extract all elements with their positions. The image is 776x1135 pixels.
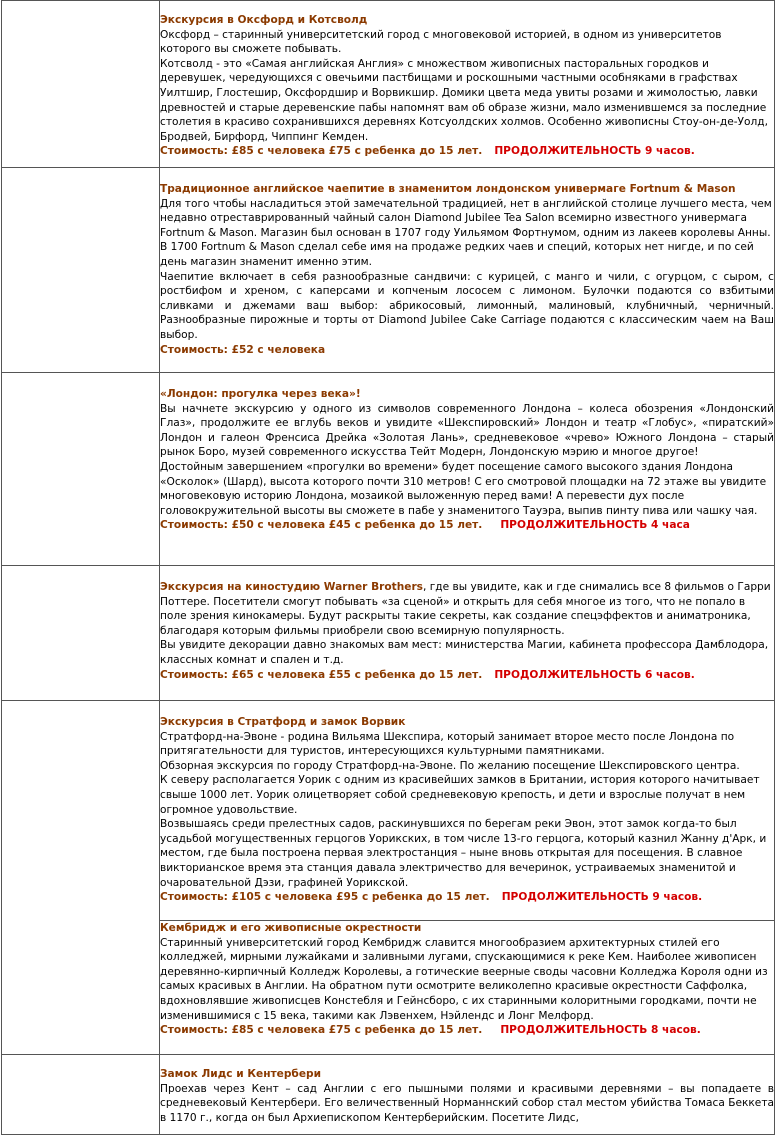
tour-warner-brothers bbox=[160, 566, 774, 682]
tour-title: «Лондон: прогулка через века»! bbox=[160, 388, 361, 400]
tour-paragraph: Старинный университетский город Кембридж славится многообразием архитектурных стилей его колледжей, мирными лужайками и заливными лугами, спускающимися к реке Кем. Наиболее живописен деревянно-кирпичный Колледж Королевы, а готические веерные своды часовни Колледжа Короля одни из самых красивых в Англии. На обратном пути осмотрите великолепно красивые окрестности Саффолка, вдохновлявшие живописцев Констебля и Гейнсборо, с их старинными колоритными городками, почти не изменившимися с 15 века, такими как Лэвенхем, Нэйлендс и Лонг Мелфорд. bbox=[160, 936, 768, 1022]
tour-paragraph: Оксфорд – старинный университетский город с многовековой историей, в одном из университетов которого вы сможете побывать. bbox=[160, 28, 722, 56]
tour-paragraph: Проехав через Кент – сад Англии с его пышными полями и красивыми деревнями – вы попадаете в средневековый Кентербери. Его величественный Норманнский собор стал местом убийства Томаса Беккета в 1170 г., когда он был Архиепископом Кентерберийским. Посетите Лидс, bbox=[160, 1082, 774, 1124]
tour-image-cell bbox=[2, 373, 160, 566]
tour-image-cell bbox=[2, 566, 160, 701]
tour-image-cell bbox=[2, 701, 160, 1055]
tour-price: Стоимость: £85 с человека £75 с ребенка до 15 лет. bbox=[160, 1024, 483, 1037]
tour-price-line bbox=[160, 144, 774, 159]
tour-paragraph: Для того чтобы насладиться этой замечательной традицией, нет в английской столице лучшего места, чем недавно отреставрированный чайный салон Diamond Jubilee Tea Salon всемирно известного универмага Fortnum & Mason. Магазин был основан в 1707 году Уильямом Фортнумом, одним из лакеев королевы Анны. В 1700 Fortnum & Mason сделал себе имя на продаже редких чаев и специй, которых нет нигде, и по сей день магазин знаменит именно этим. bbox=[160, 197, 772, 268]
tour-paragraph bbox=[160, 580, 774, 638]
tour-text-cell bbox=[160, 1055, 775, 1135]
tour-london-walk bbox=[160, 373, 774, 533]
tour-price: Стоимость: £50 с человека £45 с ребенка до 15 лет. bbox=[160, 519, 483, 532]
tour-duration: ПРОДОЛЖИТЕЛЬНОСТЬ 9 часов. bbox=[501, 891, 703, 904]
tour-duration: ПРОДОЛЖИТЕЛЬНОСТЬ 4 часа bbox=[500, 519, 690, 532]
tour-title: Экскурсия в Оксфорд и Котсволд bbox=[160, 14, 368, 26]
tour-paragraph: Стратфорд-на-Эвоне - родина Вильяма Шекспира, который занимает второе место после Лондона по притягательности для туристов, интересующихся культурными памятниками. bbox=[160, 730, 735, 758]
tour-row bbox=[2, 1055, 775, 1135]
tour-duration: ПРОДОЛЖИТЕЛЬНОСТЬ 8 часов. bbox=[500, 1024, 701, 1037]
tour-text-cell bbox=[160, 701, 775, 921]
tour-paragraph: К северу располагается Уорик с одним из красивейших замков в Британии, история которого начитывает свыше 1000 лет. Уорик олицетворяет собой средневековую крепость, и дети и взрослые получат в нем огромное удовольствие. bbox=[160, 774, 760, 816]
tour-row bbox=[2, 168, 775, 373]
tour-row bbox=[2, 701, 775, 921]
tour-title-tail: , где вы увидите, как и где снимались все 8 фильмов о Гарри Поттере. Посетители смогут побывать «за сценой» и открыть для себя многое из того, что не попало в поле зрения кинокамеры. Будут раскрыты такие секреты, как создание спецэффектов и аниматроника, благодаря которым фильмы приобрели свою всемирную популярность. bbox=[160, 581, 771, 637]
tour-paragraph: Котсволд - это «Самая английская Англия» с множеством живописных пасторальных городков и деревушек, чередующихся с овечьими пастбищами и роскошными частными особняками в графствах Уилтшир, Глостешир, Оксфордшир и Ворвикшир. Домики цвета меда увиты розами и жимолостью, лавки древностей и старые деревенские пабы напомнят вам об образе жизни, мало изменившемся за последние столетия в красиво сохранившихся деревнях Котсуолдских холмов. Особенно живописны Стоу-он-де-Уолд, Бродвей, Бирфорд, Чиппинг Кемден. bbox=[160, 57, 768, 143]
tour-price: Стоимость: £85 с человека £75 с ребенка до 15 лет. bbox=[160, 145, 483, 158]
tour-text-cell bbox=[160, 168, 775, 373]
tour-row bbox=[2, 566, 775, 701]
tours-table bbox=[1, 0, 775, 1135]
tour-title: Кембридж и его живописные окрестности bbox=[160, 922, 422, 934]
tour-title: Замок Лидс и Кентербери bbox=[160, 1068, 322, 1080]
tour-oxford bbox=[160, 13, 774, 159]
tour-text-cell bbox=[160, 373, 775, 566]
tour-title: Экскурсия на киностудию Warner Brothers bbox=[160, 581, 423, 593]
tour-stratford-warwick bbox=[160, 701, 774, 905]
tour-price-line bbox=[160, 890, 774, 905]
tour-row bbox=[2, 373, 775, 566]
tour-paragraph: Достойным завершением «прогулки во времени» будет посещение самого высокого здания Лондона «Осколок» (Шард), высота которого почти 310 метров! С его смотровой площадки на 72 этаже вы увидите многовековую историю Лондона, мозаикой выложенную перед вами! А перевести дух после головокружительной высоты вы сможете в пабе у знаменитого Тауэра, выпив пинту пива или чашку чая. bbox=[160, 460, 767, 517]
tour-image-cell bbox=[2, 1, 160, 168]
tour-cambridge bbox=[160, 921, 774, 1038]
tour-text-cell bbox=[160, 921, 775, 1055]
tour-title: Традиционное английское чаепитие в знаменитом лондонском универмаге Fortnum & Mason bbox=[160, 183, 736, 195]
tour-paragraph: Обзорная экскурсия по городу Стратфорд-на-Эвоне. По желанию посещение Шекспировского центра. bbox=[160, 759, 740, 772]
tour-price-line bbox=[160, 343, 774, 358]
tour-paragraph: Вы начнете экскурсию у одного из символов современного Лондона – колеса обозрения «Лондонский Глаз», продолжите ее вглубь веков и увидите «Шекспировский» Лондон и театр «Глобус», «пиратский» Лондон и галеон Френсиса Дрейка «Золотая Лань», средневековое «чрево» Южного Лондона – старый рынок Боро, музей современного искусства Тейт Модерн, Лондонскую мэрию и многое другое! bbox=[160, 402, 774, 459]
tour-price-line bbox=[160, 1023, 774, 1038]
tour-title: Экскурсия в Стратфорд и замок Ворвик bbox=[160, 716, 406, 728]
tour-duration: ПРОДОЛЖИТЕЛЬНОСТЬ 9 часов. bbox=[494, 145, 695, 158]
tour-paragraph: Вы увидите декорации давно знакомых вам мест: министерства Магии, кабинета профессора Дамблодора, классных комнат и спален и т.д. bbox=[160, 639, 769, 666]
tour-leeds-canterbury bbox=[160, 1067, 774, 1125]
tour-image-cell bbox=[2, 1055, 160, 1135]
tour-text-cell bbox=[160, 566, 775, 701]
tour-image-cell bbox=[2, 168, 160, 373]
tour-paragraph: Чаепитие включает в себя разнообразные сандвичи: с курицей, с манго и чили, с огурцом, с сыром, с ростбифом и хреном, с каперсами и копченым лососем с лимоном. Булочки подаются со взбитыми сливками и джемами ваш выбор: абрикосовый, лимонный, малиновый, клубничный, черничный. Разнообразные пирожные и торты от Diamond Jubilee Cake Carriage подаются с классическим чаем на Ваш выбор. bbox=[160, 270, 774, 341]
tour-fortnum-tea bbox=[160, 168, 774, 357]
tour-price: Стоимость: £52 с человека bbox=[160, 343, 326, 356]
tour-price: Стоимость: £105 с человека £95 с ребенка до 15 лет. bbox=[160, 891, 490, 904]
tour-price-line bbox=[160, 668, 774, 683]
tour-text-cell bbox=[160, 1, 775, 168]
tour-paragraph: Возвышаясь среди прелестных садов, раскинувшихся по берегам реки Эвон, этот замок когда-то был усадьбой могущественных герцогов Уорикских, в том числе 13-го герцога, который казнил Жанну д'Арк, и местом, где была построена первая электростанция – ныне вновь открытая для посещения. В славное викторианское время эта станция давала электричество для вечеринок, устраиваемых знаменитой и очаровательной Дэзи, графиней Уорикской. bbox=[160, 818, 767, 889]
tour-row bbox=[2, 1, 775, 168]
tour-price: Стоимость: £65 с человека £55 с ребенка до 15 лет. bbox=[160, 668, 483, 681]
tour-price-line bbox=[160, 518, 774, 533]
tour-duration: ПРОДОЛЖИТЕЛЬНОСТЬ 6 часов. bbox=[494, 668, 695, 681]
